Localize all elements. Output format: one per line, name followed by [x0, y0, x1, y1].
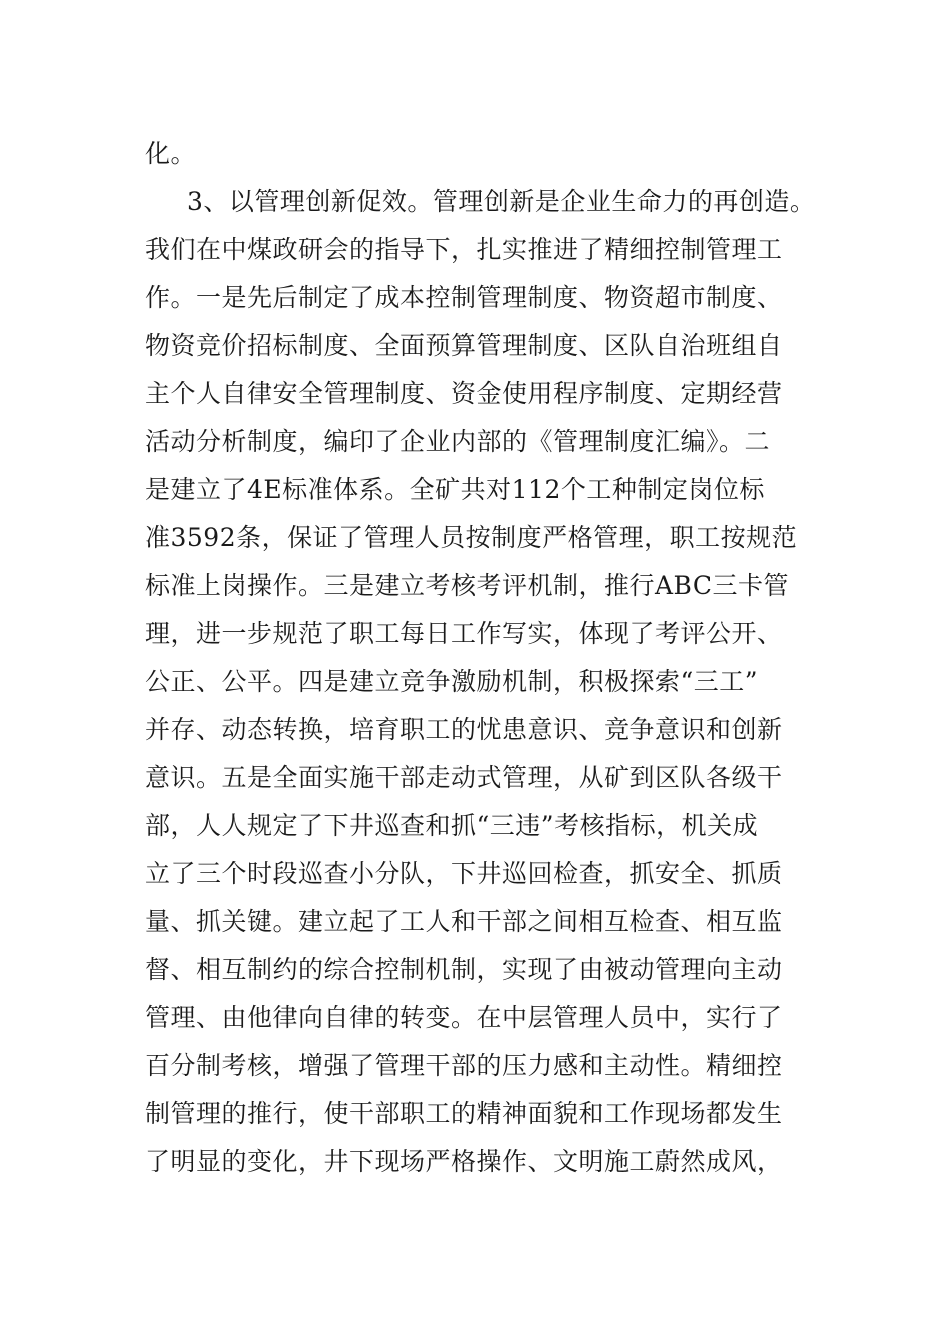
text-line: 量、抓关键。建立起了工人和干部之间相互检查、相互监	[145, 907, 783, 936]
text-line: 物资竞价招标制度、全面预算管理制度、区队自治班组自	[145, 331, 783, 360]
text-line: 督、相互制约的综合控制机制，实现了由被动管理向主动	[145, 955, 783, 984]
text-line: 意识。五是全面实施干部走动式管理，从矿到区队各级干	[145, 763, 783, 792]
text-line: 我们在中煤政研会的指导下，扎实推进了精细控制管理工	[145, 235, 783, 264]
text-line: 作。一是先后制定了成本控制管理制度、物资超市制度、	[145, 283, 783, 312]
text-line: 准3592条，保证了管理人员按制度严格管理，职工按规范	[145, 523, 798, 552]
text-line: 百分制考核，增强了管理干部的压力感和主动性。精细控	[145, 1051, 783, 1080]
text-line: 化。	[145, 139, 197, 168]
text-line: 活动分析制度，编印了企业内部的《管理制度汇编》。二	[145, 427, 771, 456]
text-line: 主个人自律安全管理制度、资金使用程序制度、定期经营	[145, 379, 783, 408]
text-line: 立了三个时段巡查小分队，下井巡回检查，抓安全、抓质	[145, 859, 783, 888]
text-line: 标准上岗操作。三是建立考核考评机制，推行ABC三卡管	[145, 571, 790, 600]
text-line: 制管理的推行，使干部职工的精神面貌和工作现场都发生	[145, 1099, 783, 1128]
text-line: 管理、由他律向自律的转变。在中层管理人员中，实行了	[145, 1003, 783, 1032]
paragraph-start-line: 3、以管理创新促效。管理创新是企业生命力的再创造。	[187, 187, 816, 216]
text-line: 了明显的变化，井下现场严格操作、文明施工蔚然成风，	[145, 1147, 783, 1176]
text-line: 理，进一步规范了职工每日工作写实，体现了考评公开、	[145, 619, 783, 648]
text-line: 部，人人规定了下井巡查和抓“三违”考核指标，机关成	[145, 811, 759, 840]
text-line: 是建立了4E标准体系。全矿共对112个工种制定岗位标	[145, 475, 765, 504]
text-line: 并存、动态转换，培育职工的忧患意识、竞争意识和创新	[145, 715, 783, 744]
text-line: 公正、公平。四是建立竞争激励机制，积极探索“三工”	[145, 667, 759, 696]
